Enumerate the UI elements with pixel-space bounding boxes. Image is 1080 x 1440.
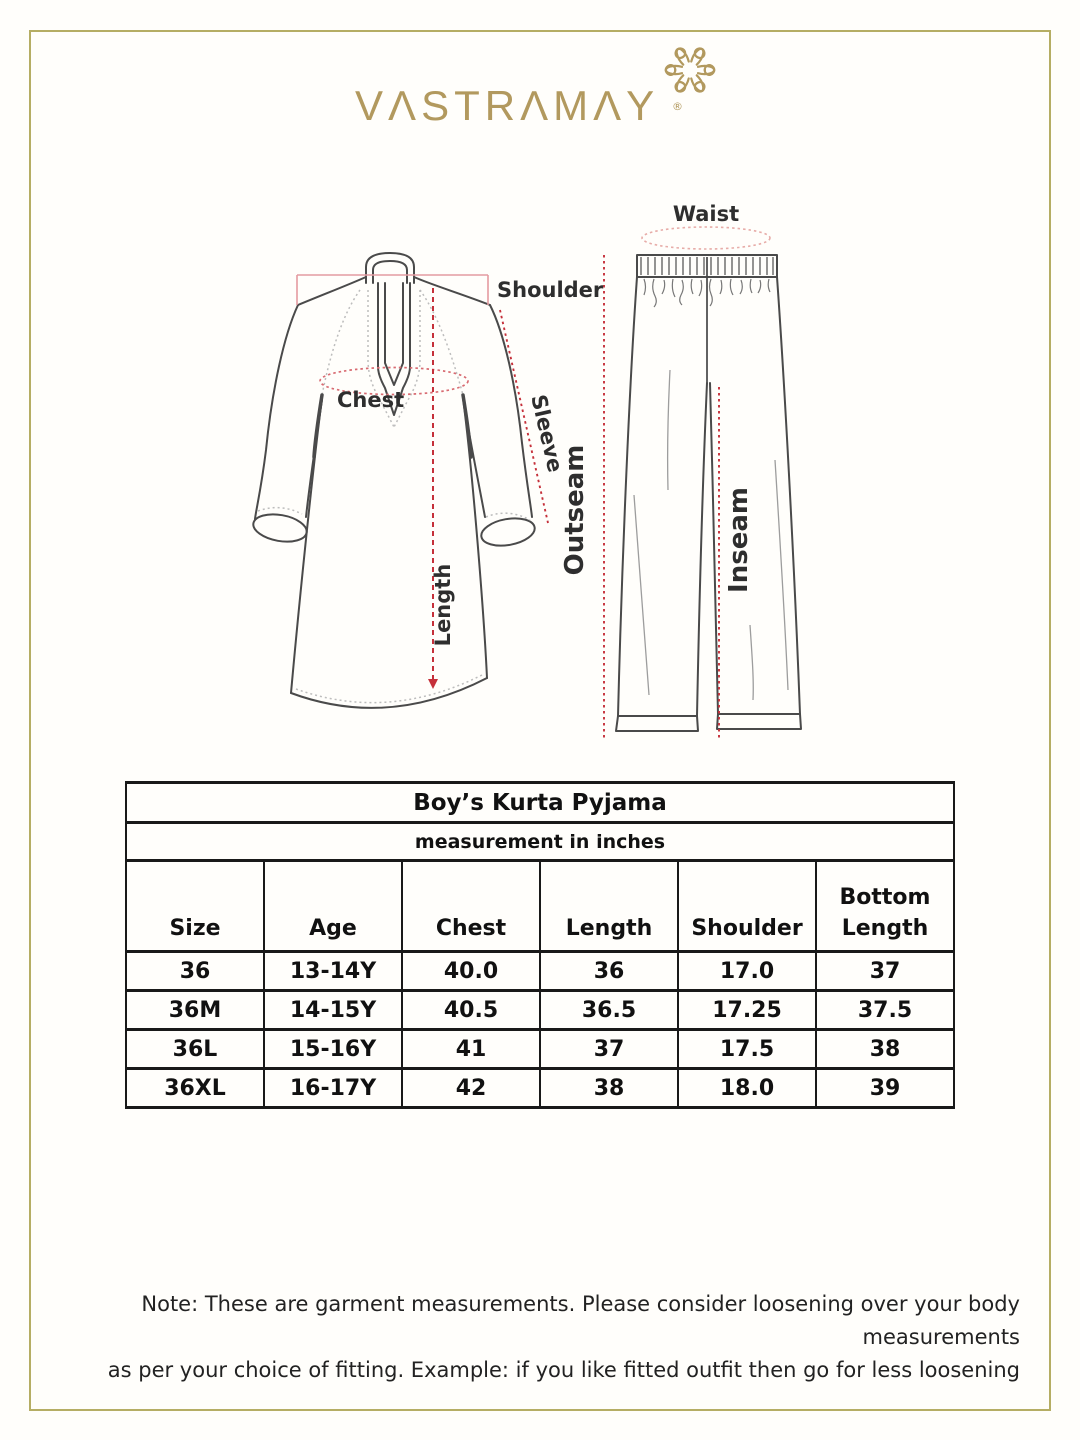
cell-bottom-length: 37.5 xyxy=(816,991,954,1030)
cell-length: 38 xyxy=(540,1069,678,1108)
col-header-size: Size xyxy=(126,861,264,952)
table-subtitle: measurement in inches xyxy=(126,823,954,861)
cell-age: 15-16Y xyxy=(264,1030,402,1069)
cell-bottom-length: 38 xyxy=(816,1030,954,1069)
note-text xyxy=(57,1288,1020,1387)
note-line-1: Note: These are garment measurements. Please consider loosening over your body measurements xyxy=(141,1292,1020,1349)
brand-flower-icon xyxy=(656,36,724,104)
brand-header xyxy=(335,36,755,166)
cell-bottom-length: 39 xyxy=(816,1069,954,1108)
cell-age: 13-14Y xyxy=(264,952,402,991)
note-line-2: as per your choice of fitting. Example: if you like fitted outfit then go for less loosening xyxy=(107,1358,1020,1382)
label-length: Length xyxy=(431,563,455,647)
col-header-length: Length xyxy=(540,861,678,952)
cell-chest: 40.5 xyxy=(402,991,540,1030)
kurta-drawing xyxy=(251,253,537,708)
cell-size: 36M xyxy=(126,991,264,1030)
cell-chest: 42 xyxy=(402,1069,540,1108)
col-header-shoulder: Shoulder xyxy=(678,861,816,952)
cell-age: 14-15Y xyxy=(264,991,402,1030)
table-title: Boy’s Kurta Pyjama xyxy=(126,783,954,823)
table-row xyxy=(126,1030,954,1069)
registered-trademark-icon: ® xyxy=(672,100,683,113)
cell-age: 16-17Y xyxy=(264,1069,402,1108)
col-header-age: Age xyxy=(264,861,402,952)
size-chart-table xyxy=(125,781,955,1109)
brand-logo-text: VΛSTRΛMΛY xyxy=(355,82,660,129)
cell-shoulder: 17.5 xyxy=(678,1030,816,1069)
label-chest: Chest xyxy=(337,388,405,412)
cell-chest: 41 xyxy=(402,1030,540,1069)
cell-bottom-length: 37 xyxy=(816,952,954,991)
cell-size: 36L xyxy=(126,1030,264,1069)
label-shoulder: Shoulder xyxy=(497,278,604,302)
table-row xyxy=(126,991,954,1030)
label-waist: Waist xyxy=(672,202,740,226)
cell-size: 36 xyxy=(126,952,264,991)
cell-shoulder: 18.0 xyxy=(678,1069,816,1108)
garment-measurement-diagram xyxy=(230,195,980,775)
col-header-chest: Chest xyxy=(402,861,540,952)
table-header-row xyxy=(126,861,954,952)
cell-size: 36XL xyxy=(126,1069,264,1108)
table-row xyxy=(126,952,954,991)
cell-shoulder: 17.0 xyxy=(678,952,816,991)
cell-shoulder: 17.25 xyxy=(678,991,816,1030)
cell-length: 36.5 xyxy=(540,991,678,1030)
size-chart-table-container xyxy=(125,781,955,1109)
cell-chest: 40.0 xyxy=(402,952,540,991)
label-sleeve: Sleeve xyxy=(526,392,568,475)
pyjama-drawing xyxy=(616,255,801,731)
table-row xyxy=(126,1069,954,1108)
cell-length: 37 xyxy=(540,1030,678,1069)
label-outseam: Outseam xyxy=(560,444,590,576)
cell-length: 36 xyxy=(540,952,678,991)
col-header-bottom-length: Bottom Length xyxy=(816,861,954,952)
label-inseam: Inseam xyxy=(724,487,754,593)
